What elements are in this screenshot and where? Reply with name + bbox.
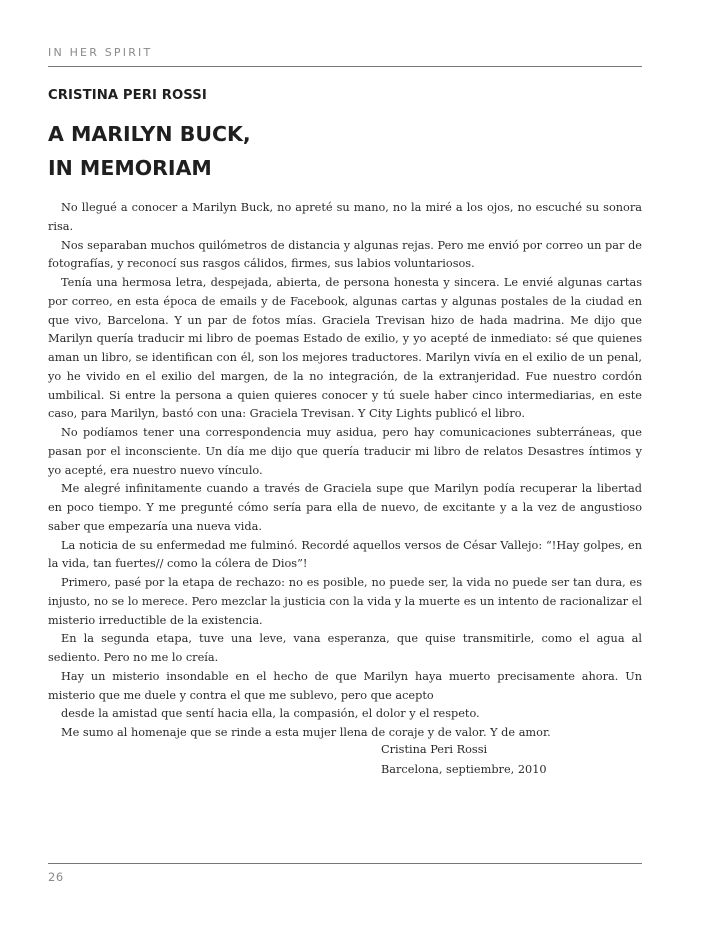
article-title-line-1: A MARILYN BUCK,	[48, 122, 251, 146]
page-number: 26	[48, 870, 64, 884]
body-paragraph: Me sumo al homenaje que se rinde a esta mujer llena de coraje y de valor. Y de amor.	[61, 726, 551, 739]
article-title-line-2: IN MEMORIAM	[48, 156, 212, 180]
body-paragraph: En la segunda etapa, tuve una leve, vana esperanza, que quise transmitirle, como el agua al sediento. Pero no me lo creía.	[48, 632, 642, 664]
signature-block	[381, 740, 642, 780]
body-paragraph: Nos separaban muchos quilómetros de distancia y algunas rejas. Pero me envió por correo un par de fotografías, y reconocí sus rasgos cálidos, firmes, sus labios voluntariosos.	[48, 238, 642, 271]
article-title	[48, 117, 642, 185]
body-paragraph: Me alegré infinitamente cuando a través de Graciela supe que Marilyn podía recuperar la libertad en poco tiempo. Y me pregunté cómo sería para ella de nuevo, de excitante y a la vez de angustioso saber que empezaría una nueva vida.	[48, 482, 642, 533]
footer-divider	[48, 863, 642, 864]
running-head: IN HER SPIRIT	[48, 46, 153, 59]
body-paragraph: desde la amistad que sentí hacia ella, la compasión, el dolor y el respeto.	[61, 707, 480, 721]
body-paragraph: Primero, pasé por la etapa de rechazo: no es posible, no puede ser, la vida no puede ser tan dura, es injusto, no se lo merece. Pero mezclar la justicia con la vida y la muerte es un intento de racionalizar el misterio irreductible de la existencia.	[48, 576, 642, 627]
article-author: CRISTINA PERI ROSSI	[48, 88, 207, 103]
body-paragraph: Tenía una hermosa letra, despejada, abierta, de persona honesta y sincera. Le envié algunas cartas por correo, en esta época de emails y de Facebook, algunas cartas y algunas postales de la ciudad en que vivo, Barcelona. Y un par de fotos mías. Graciela Trevisan hizo de hada madrina. Me dijo que Marilyn quería traducir mi libro de poemas Estado de exilio, y yo acepté de inmediato: sé que quienes aman un libro, se identifican con él, son los mejores traductores. Marilyn vivía en el exilio de un penal, yo he vivido en el exilio del margen, de la no integración, de la extranjeridad. Fue nuestro cordón umbilical. Si entre la persona a quien quieres conocer y tú suele haber cinco intermediarias, en este caso, para Marilyn, bastó con una: Graciela Trevisan. Y City Lights publicó el libro.	[48, 276, 642, 421]
body-paragraph: La noticia de su enfermedad me fulminó. Recordé aquellos versos de César Vallejo: “!Hay golpes, en la vida, tan fuertes// como la cólera de Dios”!	[48, 538, 642, 571]
signature-place-date: Barcelona, septiembre, 2010	[381, 763, 547, 776]
body-paragraph: No llegué a conocer a Marilyn Buck, no apreté su mano, no la miré a los ojos, no escuché su sonora risa.	[48, 201, 642, 233]
header-divider	[48, 66, 642, 67]
signature-name: Cristina Peri Rossi	[381, 743, 488, 756]
body-paragraph: No podíamos tener una correspondencia muy asidua, pero hay comunicaciones subterráneas, que pasan por el inconsciente. Un día me dijo que quería traducir mi libro de relatos Desastres íntimos y yo acepté, era nuestro nuevo vínculo.	[48, 426, 642, 477]
body-paragraph: Hay un misterio insondable en el hecho de que Marilyn haya muerto precisamente ahora. Un misterio que me duele y contra el que me sublevo, pero que acepto	[48, 669, 642, 702]
article-body	[48, 199, 642, 743]
